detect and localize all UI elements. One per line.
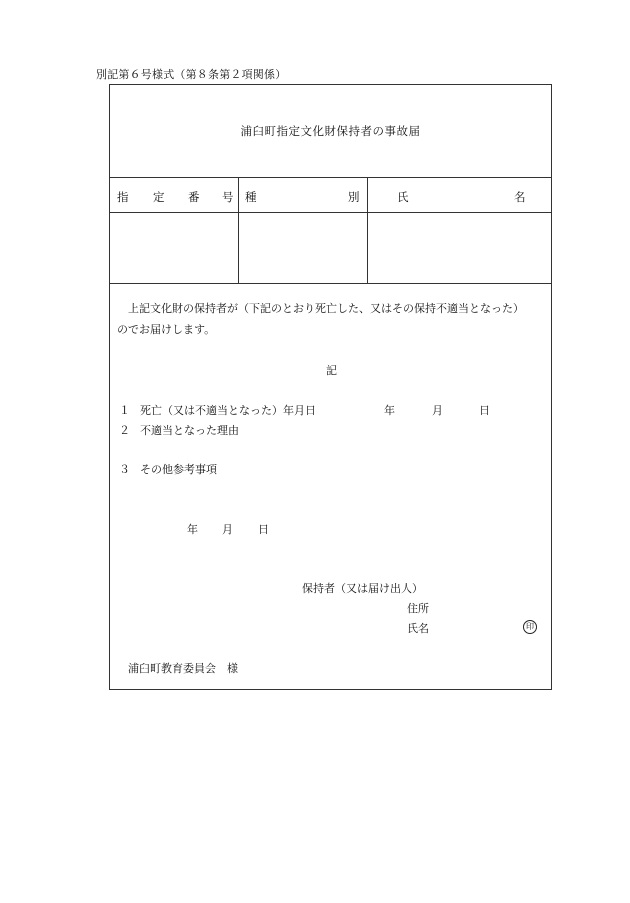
form-frame [109,84,552,690]
item-1-day: 日 [479,404,490,417]
column-divider-1 [238,177,239,283]
header-designation-char3: 番 [188,190,200,204]
divider-title [110,177,551,178]
ki-heading: 記 [326,364,337,377]
item-1-year: 年 [384,404,395,417]
date-day: 日 [258,523,269,536]
date-year: 年 [187,523,198,536]
item-3-label: その他参考事項 [140,463,217,476]
header-designation-char4: 号 [222,190,234,204]
date-month: 月 [222,523,233,536]
intro-line-2: のでお届けします。 [117,323,216,336]
item-1-month: 月 [432,404,443,417]
address-label: 住所 [407,602,429,615]
name-label: 氏名 [407,622,429,635]
item-1-label: 死亡（又は不適当となった）年月日 [140,404,316,417]
divider-header [110,212,551,213]
seal-mark: 印 [523,620,537,634]
header-type-char2: 別 [348,190,360,204]
form-number-label: 別記第６号様式（第８条第２項関係） [96,68,287,81]
divider-table [110,283,551,284]
column-divider-2 [367,177,368,283]
item-3-number: ３ [119,463,130,476]
item-1-number: １ [119,404,130,417]
header-name-char1: 氏 [397,190,409,204]
intro-line-1: 上記文化財の保持者が（下記のとおり死亡した、又はその保持不適当となった） [128,302,524,315]
form-title: 浦臼町指定文化財保持者の事故届 [240,124,421,138]
header-designation-char1: 指 [117,190,129,204]
addressee: 浦臼町教育委員会 様 [128,662,238,675]
holder-label: 保持者（又は届け出人） [302,582,423,595]
header-type-char1: 種 [245,190,257,204]
header-designation-char2: 定 [153,190,165,204]
item-2-number: ２ [119,424,130,437]
item-2-label: 不適当となった理由 [140,424,239,437]
header-name-char2: 名 [514,190,526,204]
